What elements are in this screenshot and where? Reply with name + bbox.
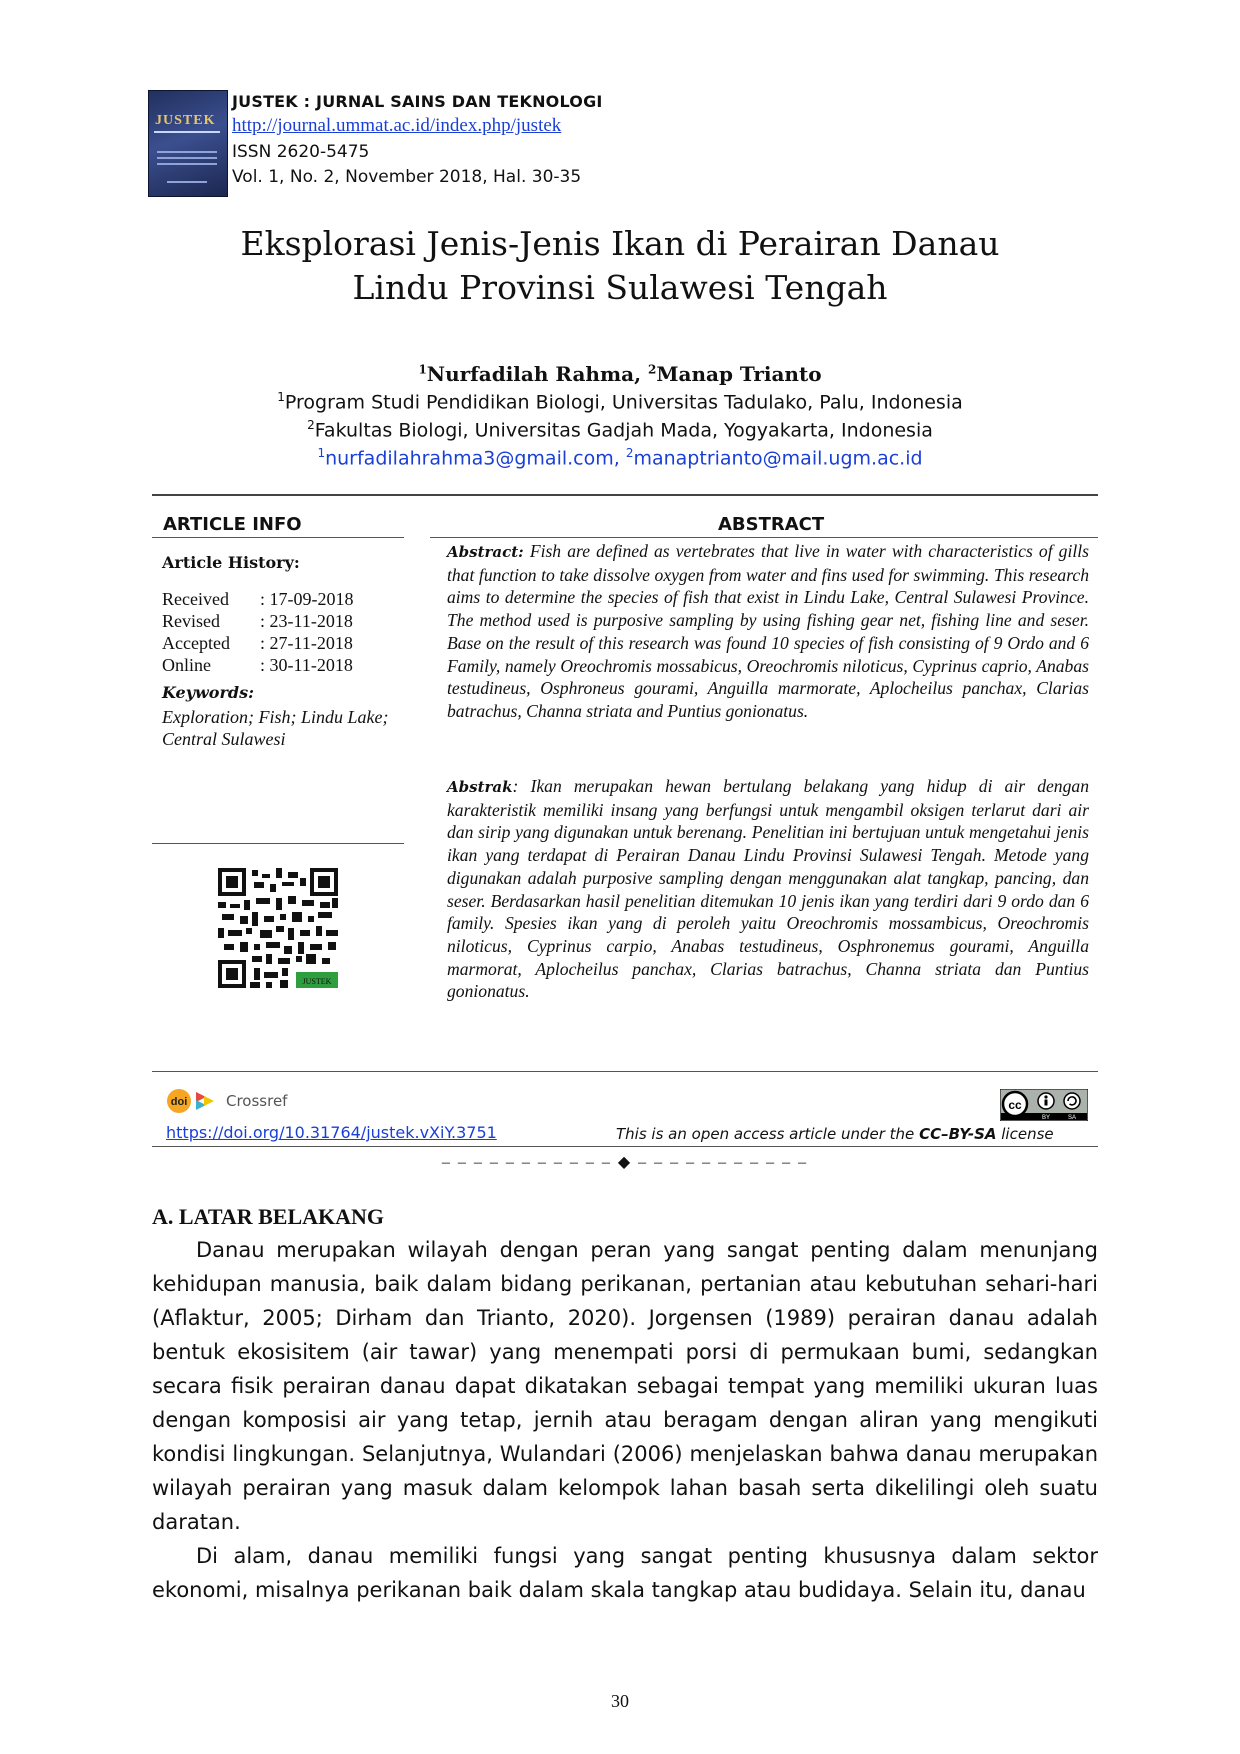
- journal-volume: Vol. 1, No. 2, November 2018, Hal. 30-35: [232, 167, 582, 187]
- cc-sa-text: SA: [1067, 1115, 1077, 1121]
- history-revised: Revised : 23-11-2018: [162, 611, 353, 631]
- journal-name: JUSTEK : JURNAL SAINS DAN TEKNOLOGI: [232, 92, 603, 111]
- article-history-label: Article History:: [162, 553, 300, 572]
- abstract-label: Abstract:: [447, 543, 524, 561]
- paper-title-line-1: Eksplorasi Jenis-Jenis Ikan di Perairan Danau: [240, 224, 1000, 263]
- page-number: 30: [611, 1691, 629, 1711]
- keywords-label: Keywords:: [162, 683, 255, 702]
- keywords-text: Exploration; Fish; Lindu Lake; Central Sulawesi: [162, 707, 389, 749]
- qr-code-icon[interactable]: [218, 868, 338, 988]
- doi-bottom-rule: [152, 1146, 1098, 1147]
- article-info-bottom-rule: [152, 843, 404, 844]
- article-info-heading: ARTICLE INFO: [163, 514, 302, 535]
- author2: Manap Trianto: [656, 362, 822, 386]
- qr-label: JUSTEK: [302, 977, 332, 986]
- section-divider: – – – – – – – – – – – ◆ – – – – – – – – – – –: [441, 1154, 809, 1171]
- history-online: Online : 30-11-2018: [162, 655, 353, 675]
- email1-link[interactable]: nurfadilahrahma3@gmail.com,: [325, 447, 626, 470]
- paper-title-line-2: Lindu Provinsi Sulawesi Tengah: [352, 268, 888, 307]
- aff2-sup: 2: [307, 418, 315, 432]
- history-accepted: Accepted : 27-11-2018: [162, 633, 353, 653]
- cover-title: JUSTEK: [155, 113, 216, 128]
- author-emails: [140, 446, 1100, 469]
- cc-by-sa-license-icon[interactable]: [1000, 1089, 1088, 1121]
- paragraph-1: Danau merupakan wilayah dengan peran yang sangat penting dalam menunjang kehidupan manusia, baik dalam bidang perikanan, pertanian atau kebutuhan sehari-hari (Aflaktur, 2005; Dirham dan Trianto, 2020). Jorgensen (1989) perairan danau adalah bentuk ekosisitem (air tawar) yang menempati porsi di permukaan bumi, sedangkan secara fisik perairan danau dapat dikatakan sebagai tempat yang memiliki ukuran luas dengan komposisi air yang tetap, jernih atau beragam dengan aliran yang mengikuti kondisi lingkungan. Selanjutnya, Wulandari (2006) menjelaskan bahwa danau merupakan wilayah perairan yang masuk dalam kelompok lahan basah serta dikelilingi oleh suatu daratan.: [152, 1238, 1098, 1534]
- journal-issn: ISSN 2620-5475: [232, 142, 370, 162]
- affiliation-1: [140, 390, 1100, 413]
- email2-link[interactable]: manaptrianto@mail.ugm.ac.id: [633, 447, 923, 470]
- abstract-indonesian: [447, 775, 1089, 1003]
- paper-title: [140, 222, 1100, 310]
- abstract-rule: [430, 537, 1098, 538]
- authors: [140, 362, 1100, 386]
- journal-cover-image: [148, 90, 228, 197]
- doi-icon: [166, 1088, 222, 1114]
- aff1-sup: 1: [277, 390, 285, 404]
- aff1-text: Program Studi Pendidikan Biologi, Universitas Tadulako, Palu, Indonesia: [284, 391, 963, 414]
- history-received: Received : 17-09-2018: [162, 589, 354, 609]
- crossref-label: Crossref: [226, 1092, 288, 1110]
- doi-link[interactable]: https://doi.org/10.31764/justek.vXiY.3751: [166, 1123, 497, 1142]
- email2-sup: 2: [625, 446, 634, 460]
- section-heading: A. LATAR BELAKANG: [152, 1204, 385, 1229]
- top-rule: [152, 494, 1098, 496]
- journal-url-link[interactable]: http://journal.ummat.ac.id/index.php/justek: [232, 115, 562, 136]
- paragraph-2: Di alam, danau memiliki fungsi yang sangat penting khususnya dalam sektor ekonomi, misalnya perikanan baik dalam skala tangkap atau budidaya. Selain itu, danau: [152, 1544, 1098, 1602]
- abstrak-label: Abstrak: [447, 778, 513, 796]
- abstract-bottom-rule: [152, 1071, 1098, 1072]
- article-info-rule: [152, 537, 404, 538]
- abstract-heading: ABSTRACT: [718, 514, 825, 535]
- author2-sup: 2: [648, 362, 657, 377]
- abstract-indonesian-text: : Ikan merupakan hewan bertulang belakang yang hidup di air dengan karakteristik memiliki insang yang berfungsi untuk mengambil oksigen terlarut dari air dan sirip yang digunakan untuk berenang. Penelitian ini bertujuan untuk mengetahui jenis ikan yang terdapat di Perairan Danau Lindu Provinsi Sulawesi Tengah. Metode yang digunakan adalah purposive sampling dengan menggunakan alat tangkap, pancing, dan seser. Berdasarkan hasil penelitian ditemukan 10 jenis ikan yang terdiri dari 9 ordo dan 6 family. Spesies ikan yang di peroleh yaitu Oreochromis mossambicus, Oreochromis niloticus, Cyprinus carpio, Anabas testudineus, Osphronemus gourami, Anguilla marmorat, Aplocheilus panchax, Clarias batrachus, Channa striata dan Puntius gonionatus.: [447, 776, 1089, 1002]
- license-notice: This is an open access article under the CC–BY-SA license: [616, 1125, 1054, 1143]
- affiliation-2: [140, 418, 1100, 441]
- cc-by-text: BY: [1041, 1115, 1051, 1121]
- email1-sup: 1: [317, 446, 326, 460]
- author1-sup: 1: [418, 362, 427, 377]
- abstract-english: [447, 540, 1089, 723]
- abstract-english-text: Fish are defined as vertebrates that live in water with characteristics of gills that function to take dissolve oxygen from water and fins used for swimming. This research aims to determine the species of fish that exist in Lindu Lake, Central Sulawesi Province. The method used is purposive sampling by using fishing gear net, fishing line and seser. Base on the result of this research was found 10 species of fish consisting of 9 Ordo and 6 Family, namely Oreochromis mossabicus, Oreochromis niloticus, Cyprinus caprio, Anabas testudineus, Osphroneus gourami, Anguilla marmorate, Aplocheilus panchax, Clarias batrachus, Channa striata and Puntius gonionatus.: [447, 541, 1089, 721]
- doi-icon-text: doi: [170, 1096, 188, 1108]
- aff2-text: Fakultas Biologi, Universitas Gadjah Mada, Yogyakarta, Indonesia: [314, 419, 933, 442]
- svg-text:cc: cc: [1008, 1098, 1022, 1112]
- crossref-logo[interactable]: [166, 1088, 287, 1114]
- author1: Nurfadilah Rahma,: [426, 362, 648, 386]
- license-name[interactable]: CC–BY-SA: [919, 1125, 997, 1143]
